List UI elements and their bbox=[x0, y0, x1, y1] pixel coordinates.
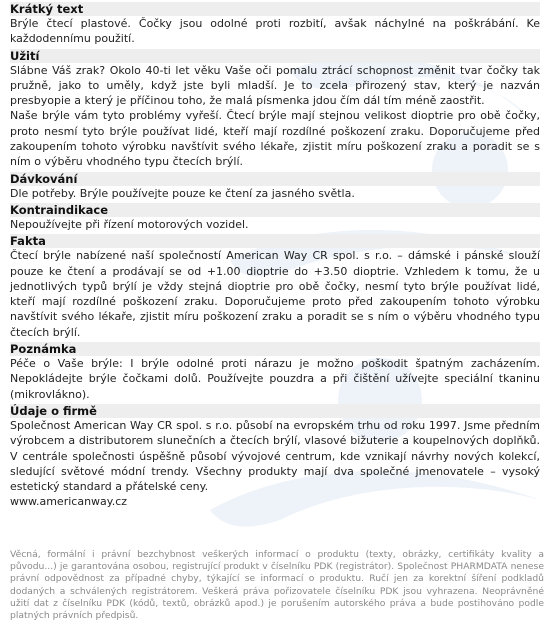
paragraph: Nepoužívejte při řízení motorových vozidel. bbox=[10, 217, 249, 231]
section-usage bbox=[10, 49, 540, 170]
section-facts bbox=[10, 234, 540, 340]
section-body-short-text bbox=[10, 16, 540, 47]
section-heading-company: Údaje o firmě bbox=[10, 404, 540, 418]
section-heading-contraindications: Kontraindikace bbox=[10, 203, 540, 217]
section-body-dosage bbox=[10, 186, 540, 201]
section-body-contraindications bbox=[10, 217, 540, 232]
paragraph: Brýle čtecí plastové. Čočky jsou odolné proti rozbití, avšak náchylné na poškrábání. Ke každodennímu použití. bbox=[10, 17, 540, 46]
section-company bbox=[10, 404, 540, 510]
section-heading-note: Poznámka bbox=[10, 342, 540, 356]
section-heading-dosage: Dávkování bbox=[10, 172, 540, 186]
section-body-usage bbox=[10, 63, 540, 170]
section-heading-usage: Užití bbox=[10, 49, 540, 63]
section-short-text bbox=[10, 2, 540, 47]
section-heading-facts: Fakta bbox=[10, 234, 540, 248]
company-website: www.americanway.cz bbox=[10, 495, 128, 509]
section-body-note bbox=[10, 356, 540, 402]
section-body-company bbox=[10, 418, 540, 510]
product-info bbox=[10, 2, 540, 512]
paragraph: Dle potřeby. Brýle používejte pouze ke čtení za jasného světla. bbox=[10, 186, 355, 200]
paragraph: Naše brýle vám tyto problémy vyřeší. Čtecí brýle mají stejnou velikost dioptrie pro obě čočky, proto nesmí tyto brýle používat lidé, kteří mají rozdílné poškození zraku. Doporučujeme před zakoupením tohoto výrobku navštívit svého lékaře, zjistit míru poškození zraku a poradit se s ním o výběru vhodného typu čtecích brýlí. bbox=[10, 109, 540, 169]
disclaimer-text: Věcná, formální i právní bezchybnost veškerých informací o produktu (texty, obrázky, certifikáty kvality a původu...) je garantována osobou, registrující produkt v číselníku PDK (registrátor). Společnost PHARMDATA nenese právní odpovědnost za případné chyby, týkající se informací o produktu. Ručí jen za korektní šíření podkladů dodaných a schválených registrátorem. Veškerá práva pořizovatele číselníku PDK jsou vyhrazena. Neoprávněné užití dat z číselníku PDK (kódů, textů, obrázků apod.) je porušením autorského práva a bude postihováno podle platných právních předpisů. bbox=[10, 549, 544, 622]
section-body-facts bbox=[10, 248, 540, 340]
section-note bbox=[10, 342, 540, 402]
paragraph: Čtecí brýle nabízené naší společností American Way CR spol. s r.o. – dámské i pánské slouží pouze ke čtení a prodávají se od +1.00 dioptrie do +3.50 dioptrie. Vzhledem k tomu, že u jednotlivých typů brýlí je vždy stejná dioptrie pro obě čočky, nesmí tyto brýle používat lidé, kteří mají rozdílné poškození zraku. Doporučujeme proto před zakoupením tohoto výrobku navštívit svého lékaře, zjistit míru poškození zraku a poradit se s ním o výběru vhodného typu čtecích brýlí. bbox=[10, 249, 540, 339]
paragraph: Společnost American Way CR spol. s r.o. působí na evropském trhu od roku 1997. Jsme předním výrobcem a distributorem slunečních a čtecích brýlí, vlasové bižuterie a koupelnových doplňků. V centrále společnosti úspěšně působí vývojové centrum, kde vznikají návrhy nových kolekcí, sledující světové módní trendy. Všechny produkty mají dva společné jmenovatele – vysoký estetický standard a přátelské ceny. bbox=[10, 418, 540, 494]
section-dosage bbox=[10, 172, 540, 201]
section-heading-short-text: Krátký text bbox=[10, 2, 540, 16]
paragraph: Slábne Váš zrak? Okolo 40-ti let věku Vaše oči pomalu ztrácí schopnost změnit tvar čočky tak pružně, jako to uměly, když jste byli mladší. Je to zcela přirozený stav, který je nazván presbyopie a který je příčinou toho, že malá písmenka jdou čím dál tím méně zaostřit. bbox=[10, 63, 540, 108]
paragraph: Péče o Vaše brýle: I brýle odolné proti nárazu je možno poškodit špatným zacházením. Nepokládejte brýle čočkami dolů. Používejte pouzdra a při čištění užívejte speciální tkaninu (mikrovlákno). bbox=[10, 357, 540, 401]
section-contraindications bbox=[10, 203, 540, 232]
